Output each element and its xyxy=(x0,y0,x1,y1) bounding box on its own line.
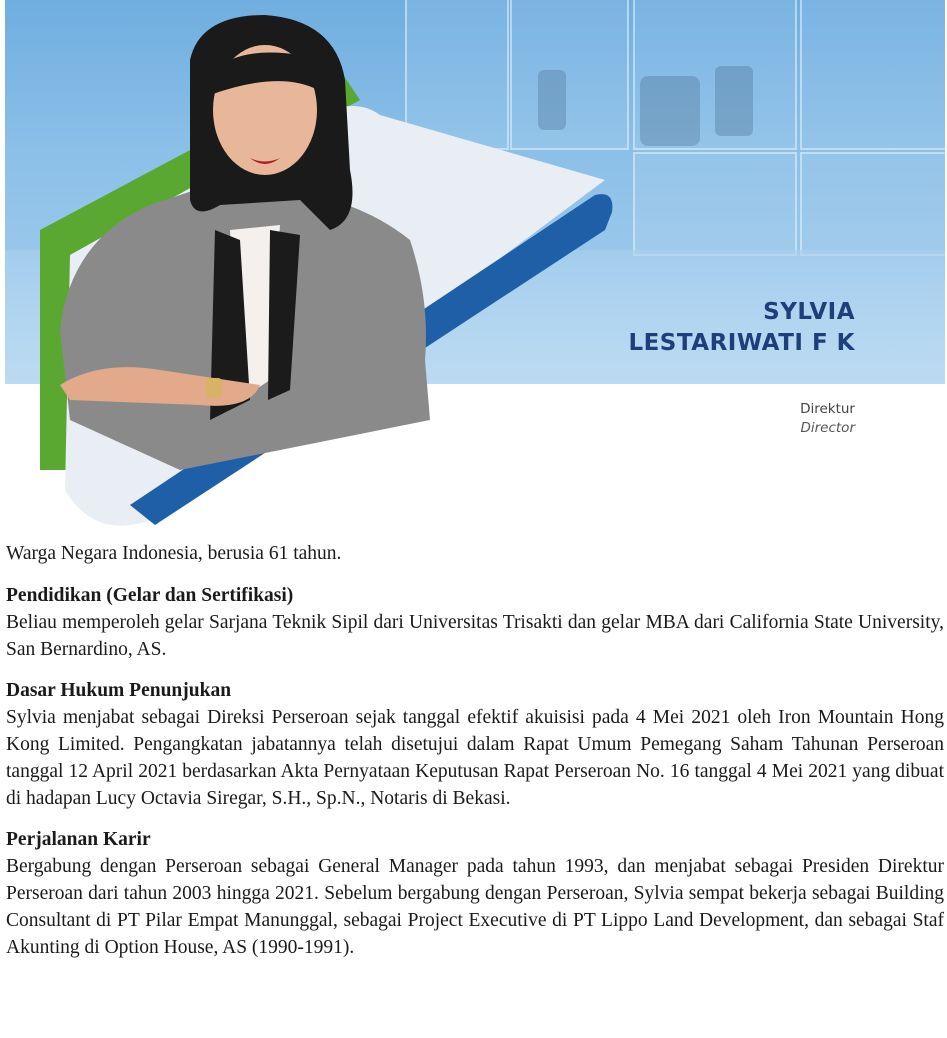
section-appointment xyxy=(6,677,944,812)
role-title-en: Director xyxy=(800,420,855,436)
person-role xyxy=(800,400,855,438)
section-heading: Pendidikan (Gelar dan Sertifikasi) xyxy=(6,585,294,606)
section-text: Bergabung dengan Perseroan sebagai General Manager pada tahun 1993, dan menjabat sebagai Presiden Direktur Perseroan dari tahun 2003 hingga 2021. Sebelum bergabung dengan Perseroan, Sylvia sempat bekerja sebagai Building Consultant di PT Pilar Empat Manunggal, sebagai Project Executive di PT Lippo Land Development, dan sebagai Staf Akunting di Option House, AS (1990-1991). xyxy=(6,856,944,958)
intro-text: Warga Negara Indonesia, berusia 61 tahun. xyxy=(6,543,342,564)
section-career xyxy=(6,826,944,961)
section-text: Beliau memperoleh gelar Sarjana Teknik Sipil dari Universitas Trisakti dan gelar MBA dari California State University, San Bernardino, AS. xyxy=(6,612,944,660)
section-heading: Perjalanan Karir xyxy=(6,829,151,850)
person-name xyxy=(628,297,855,359)
section-text: Sylvia menjabat sebagai Direksi Perseroan sejak tanggal efektif akuisisi pada 4 Mei 2021 oleh Iron Mountain Hong Kong Limited. Pengangkatan jabatannya telah disetujui dalam Rapat Umum Pemegang Saham Tahunan Perseroan tanggal 12 April 2021 berdasarkan Akta Pernyataan Keputusan Rapat Perseroan No. 16 tanggal 4 Mei 2021 yang dibuat di hadapan Lucy Octavia Siregar, S.H., Sp.N., Notaris di Bekasi. xyxy=(6,707,944,809)
office-chairs xyxy=(538,66,753,146)
section-education xyxy=(6,582,944,663)
role-title-id: Direktur xyxy=(800,401,855,417)
section-heading: Dasar Hukum Penunjukan xyxy=(6,680,232,701)
name-line1: SYLVIA xyxy=(763,299,855,325)
profile-body xyxy=(6,540,944,975)
name-line2: LESTARIWATI F K xyxy=(628,330,855,356)
portrait-person xyxy=(60,15,430,470)
